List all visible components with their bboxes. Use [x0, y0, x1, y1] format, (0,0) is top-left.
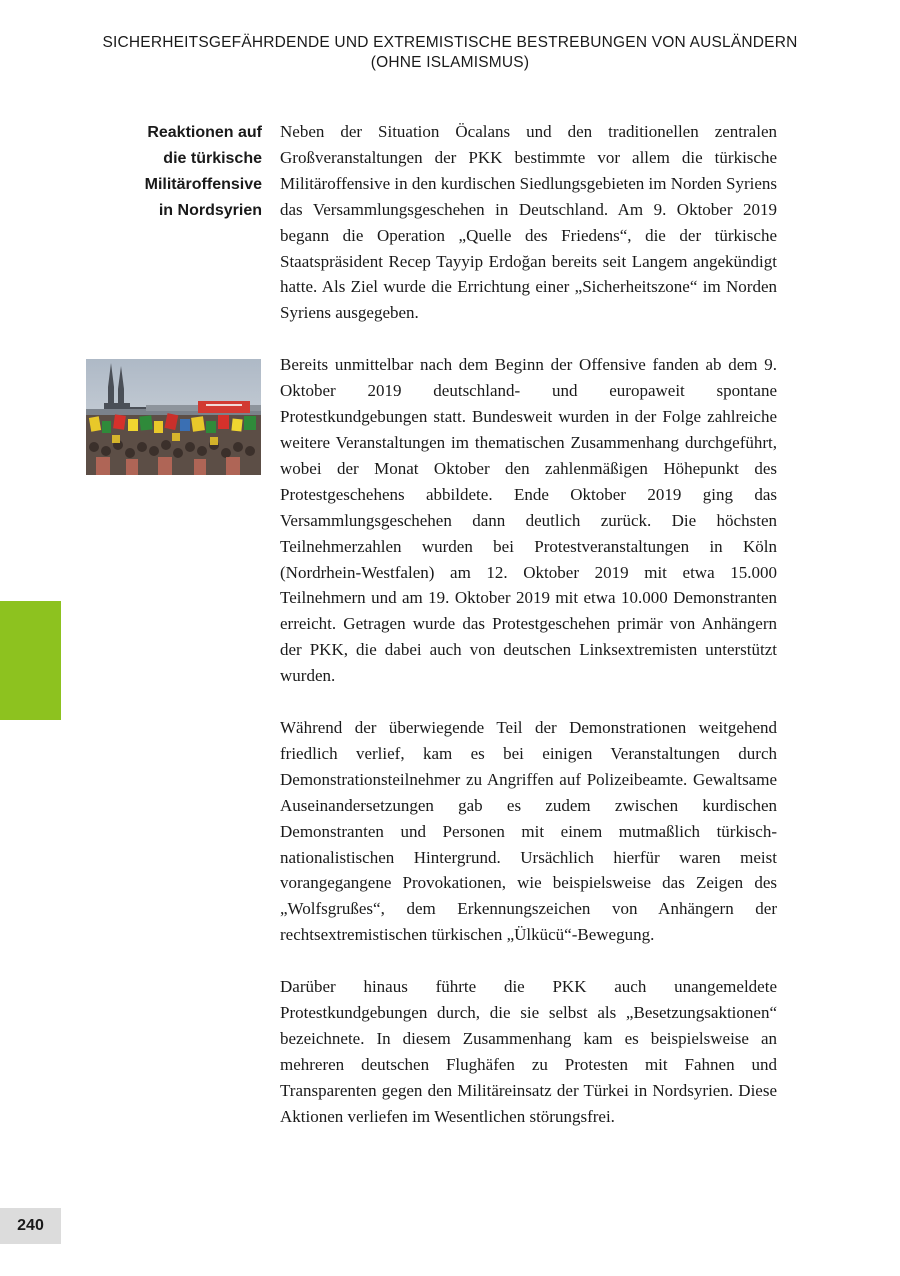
section-heading-line: in Nordsyrien	[158, 202, 262, 219]
paragraph: Während der überwiegende Teil der Demonstrationen weitgehend friedlich verlief, kam es bei einigen Veranstaltungen durch Demonstrationsteilnehmer zu Angriffen auf Polizeibeamte. Gewaltsame Auseinandersetzungen gab es zudem zwischen kurdischen Demonstranten und Personen mit einem mutmaßlich türkisch-nationalistischen Hintergrund. Ursächlich hierfür waren meist vorangegangene Provokationen, wie beispielsweise das Zeigen des „Wolfsgrußes“, dem Erkennungszeichen von Anhängern der rechtsextremistischen türkischen „Ülkücü“-Bewegung.	[280, 718, 777, 945]
paragraph: Darüber hinaus führte die PKK auch unangemeldete Protestkundgebungen durch, die sie selbst als „Besetzungsaktionen“ bezeichnete. In diesem Zusammenhang kam es beispielsweise an mehreren deutschen Flughäfen zu Protesten mit Fahnen und Transparenten gegen den Militäreinsatz der Türkei in Nordsyrien. Diese Aktionen verliefen im Wesentlichen störungsfrei.	[280, 977, 777, 1126]
protest-photo-image	[86, 359, 261, 475]
section-heading-line: die türkische	[163, 150, 262, 167]
paragraph: Neben der Situation Öcalans und den traditionellen zentralen Großveranstaltungen der PKK bestimmte vor allem die türkische Militäroffensive in den kurdischen Siedlungsgebieten im Norden Syriens das Versammlungsgeschehen in Deutschland. Am 9. Oktober 2019 begann die Operation „Quelle des Friedens“, die der türkische Staatspräsident Recep Tayyip Erdoğan bereits seit Langem angekündigt hatte. Als Ziel wurde die Errichtung einer „Sicherheitszone“ im Norden Syriens ausgegeben.	[280, 122, 777, 323]
running-header	[0, 33, 900, 73]
running-header-line-1: SICHERHEITSGEFÄHRDENDE UND EXTREMISTISCHE BESTREBUNGEN VON AUSLÄNDERN	[102, 34, 798, 51]
protest-photo	[86, 359, 261, 475]
chapter-marker-tab	[0, 601, 61, 720]
paragraph: Bereits unmittelbar nach dem Beginn der Offensive fanden ab dem 9. Oktober 2019 deutschland- und europaweit spontane Protestkundgebungen statt. Bundesweit wurden in der Folge zahlreiche weitere Veranstaltungen im thematischen Zusammenhang durchgeführt, wobei der Monat Oktober den zahlenmäßigen Höhepunkt des Protestgeschehens abbildete. Ende Oktober 2019 ging das Versammlungsgeschehen dann deutlich zurück. Die höchsten Teilnehmerzahlen wurden bei Protestveranstaltungen in Köln (Nordrhein-Westfalen) am 12. Oktober 2019 mit etwa 15.000 Teilnehmern und am 19. Oktober 2019 mit etwa 10.000 Demonstranten erreicht. Getragen wurde das Protestgeschehen primär von Anhängern der PKK, die dabei auch von deutschen Linksextremisten unterstützt wurden.	[280, 355, 777, 686]
section-heading-line: Militäroffensive	[144, 176, 262, 193]
section-heading	[100, 120, 262, 224]
running-header-line-2: (OHNE ISLAMISMUS)	[370, 54, 530, 71]
section-heading-line: Reaktionen auf	[147, 124, 262, 141]
page-number: 240	[0, 1208, 61, 1244]
body-text	[280, 119, 777, 1156]
